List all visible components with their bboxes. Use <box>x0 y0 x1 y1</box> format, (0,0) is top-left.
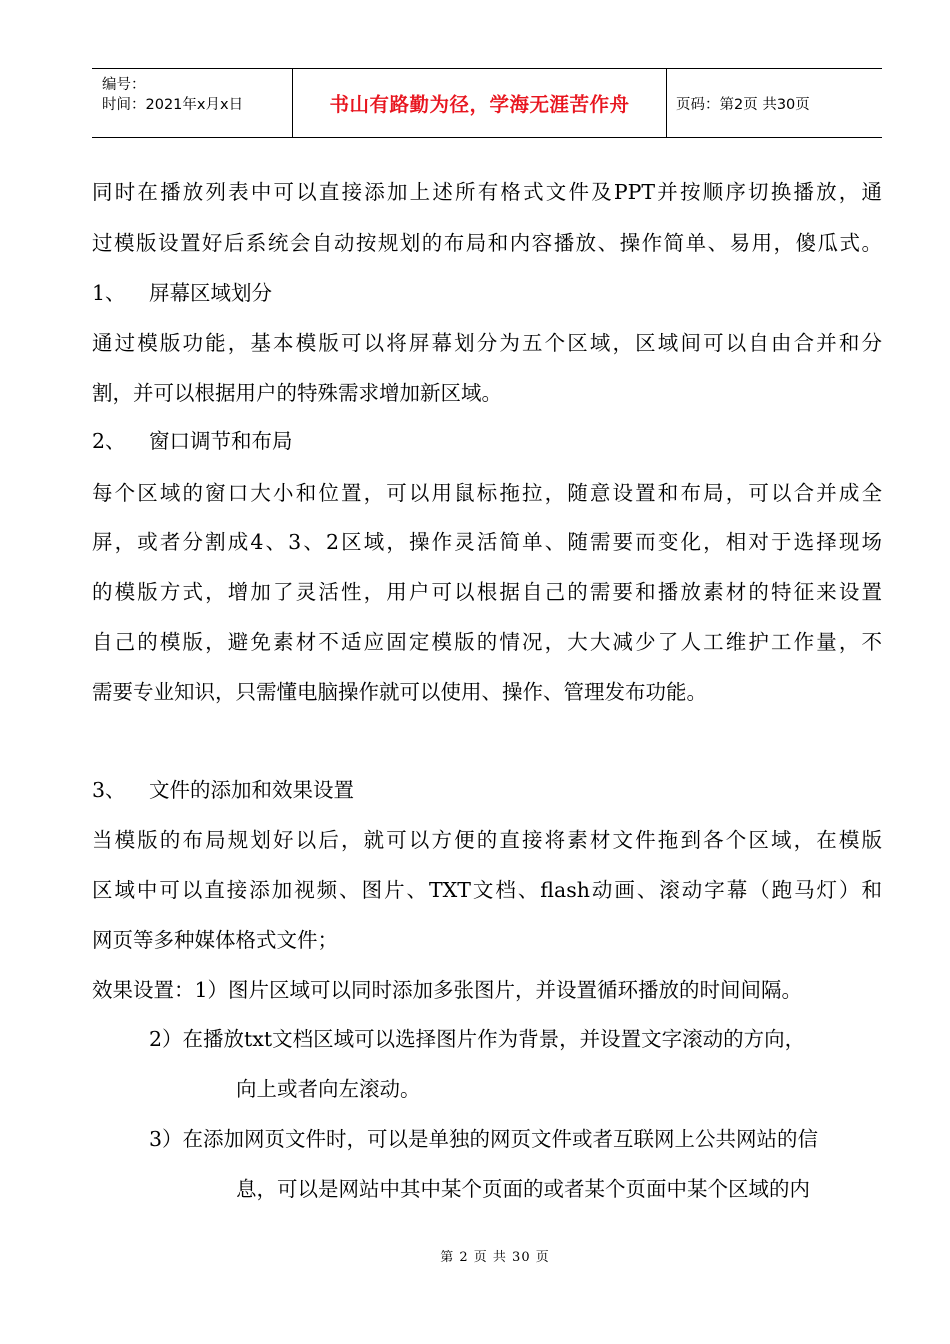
doc-time-label: 时间：2021年x月x日 <box>102 97 244 113</box>
paragraph-line: 屏，或者分割成4、3、2区域，操作灵活简单、随需要而变化，相对于选择现场 <box>92 530 882 554</box>
paragraph-line: 的模版方式，增加了灵活性，用户可以根据自己的需要和播放素材的特征来设置 <box>92 580 882 604</box>
paragraph-line: 当模版的布局规划好以后，就可以方便的直接将素材文件拖到各个区域，在模版 <box>92 828 882 852</box>
paragraph-line: 割，并可以根据用户的特殊需求增加新区域。 <box>92 381 502 405</box>
paragraph-line: 自己的模版，避免素材不适应固定模版的情况，大大减少了人工维护工作量，不 <box>92 630 882 654</box>
section-number: 2、 <box>92 429 126 453</box>
section-title: 屏幕区域划分 <box>149 281 272 305</box>
paragraph-line: 同时在播放列表中可以直接添加上述所有格式文件及PPT并按顺序切换播放，通 <box>92 180 882 204</box>
paragraph-line: 过模版设置好后系统会自动按规划的布局和内容播放、操作简单、易用，傻瓜式。 <box>92 231 882 255</box>
header-info-cell <box>92 69 292 137</box>
paragraph-line: 息，可以是网站中其中某个页面的或者某个页面中某个区域的内 <box>236 1177 810 1201</box>
section-number: 3、 <box>92 778 126 802</box>
paragraph-line: 需要专业知识，只需懂电脑操作就可以使用、操作、管理发布功能。 <box>92 680 707 704</box>
paragraph-line: 3）在添加网页文件时，可以是单独的网页文件或者互联网上公共网站的信 <box>149 1127 819 1151</box>
section-title: 文件的添加和效果设置 <box>149 778 354 802</box>
paragraph-line: 向上或者向左滚动。 <box>236 1077 421 1101</box>
doc-number-label: 编号： <box>102 77 146 93</box>
page-footer: 第 2 页 共 30 页 <box>440 1250 550 1265</box>
header-page-number: 页码：第2页 共30页 <box>676 96 810 113</box>
paragraph-line: 2）在播放txt文档区域可以选择图片作为背景，并设置文字滚动的方向， <box>149 1027 806 1051</box>
paragraph-line: 效果设置：1）图片区域可以同时添加多张图片，并设置循环播放的时间间隔。 <box>92 978 803 1002</box>
paragraph-line: 每个区域的窗口大小和位置，可以用鼠标拖拉，随意设置和布局，可以合并成全 <box>92 481 882 505</box>
section-number: 1、 <box>92 281 126 305</box>
section-title: 窗口调节和布局 <box>149 429 293 453</box>
page-header <box>92 68 882 138</box>
header-motto-cell <box>292 69 667 137</box>
paragraph-line: 区域中可以直接添加视频、图片、TXT文档、flash动画、滚动字幕（跑马灯）和 <box>92 878 882 902</box>
paragraph-line: 通过模版功能，基本模版可以将屏幕划分为五个区域，区域间可以自由合并和分 <box>92 331 882 355</box>
paragraph-line: 网页等多种媒体格式文件； <box>92 928 338 952</box>
motto-text: 书山有路勤为径，学海无涯苦作舟 <box>329 93 630 116</box>
header-page-cell <box>666 69 882 137</box>
